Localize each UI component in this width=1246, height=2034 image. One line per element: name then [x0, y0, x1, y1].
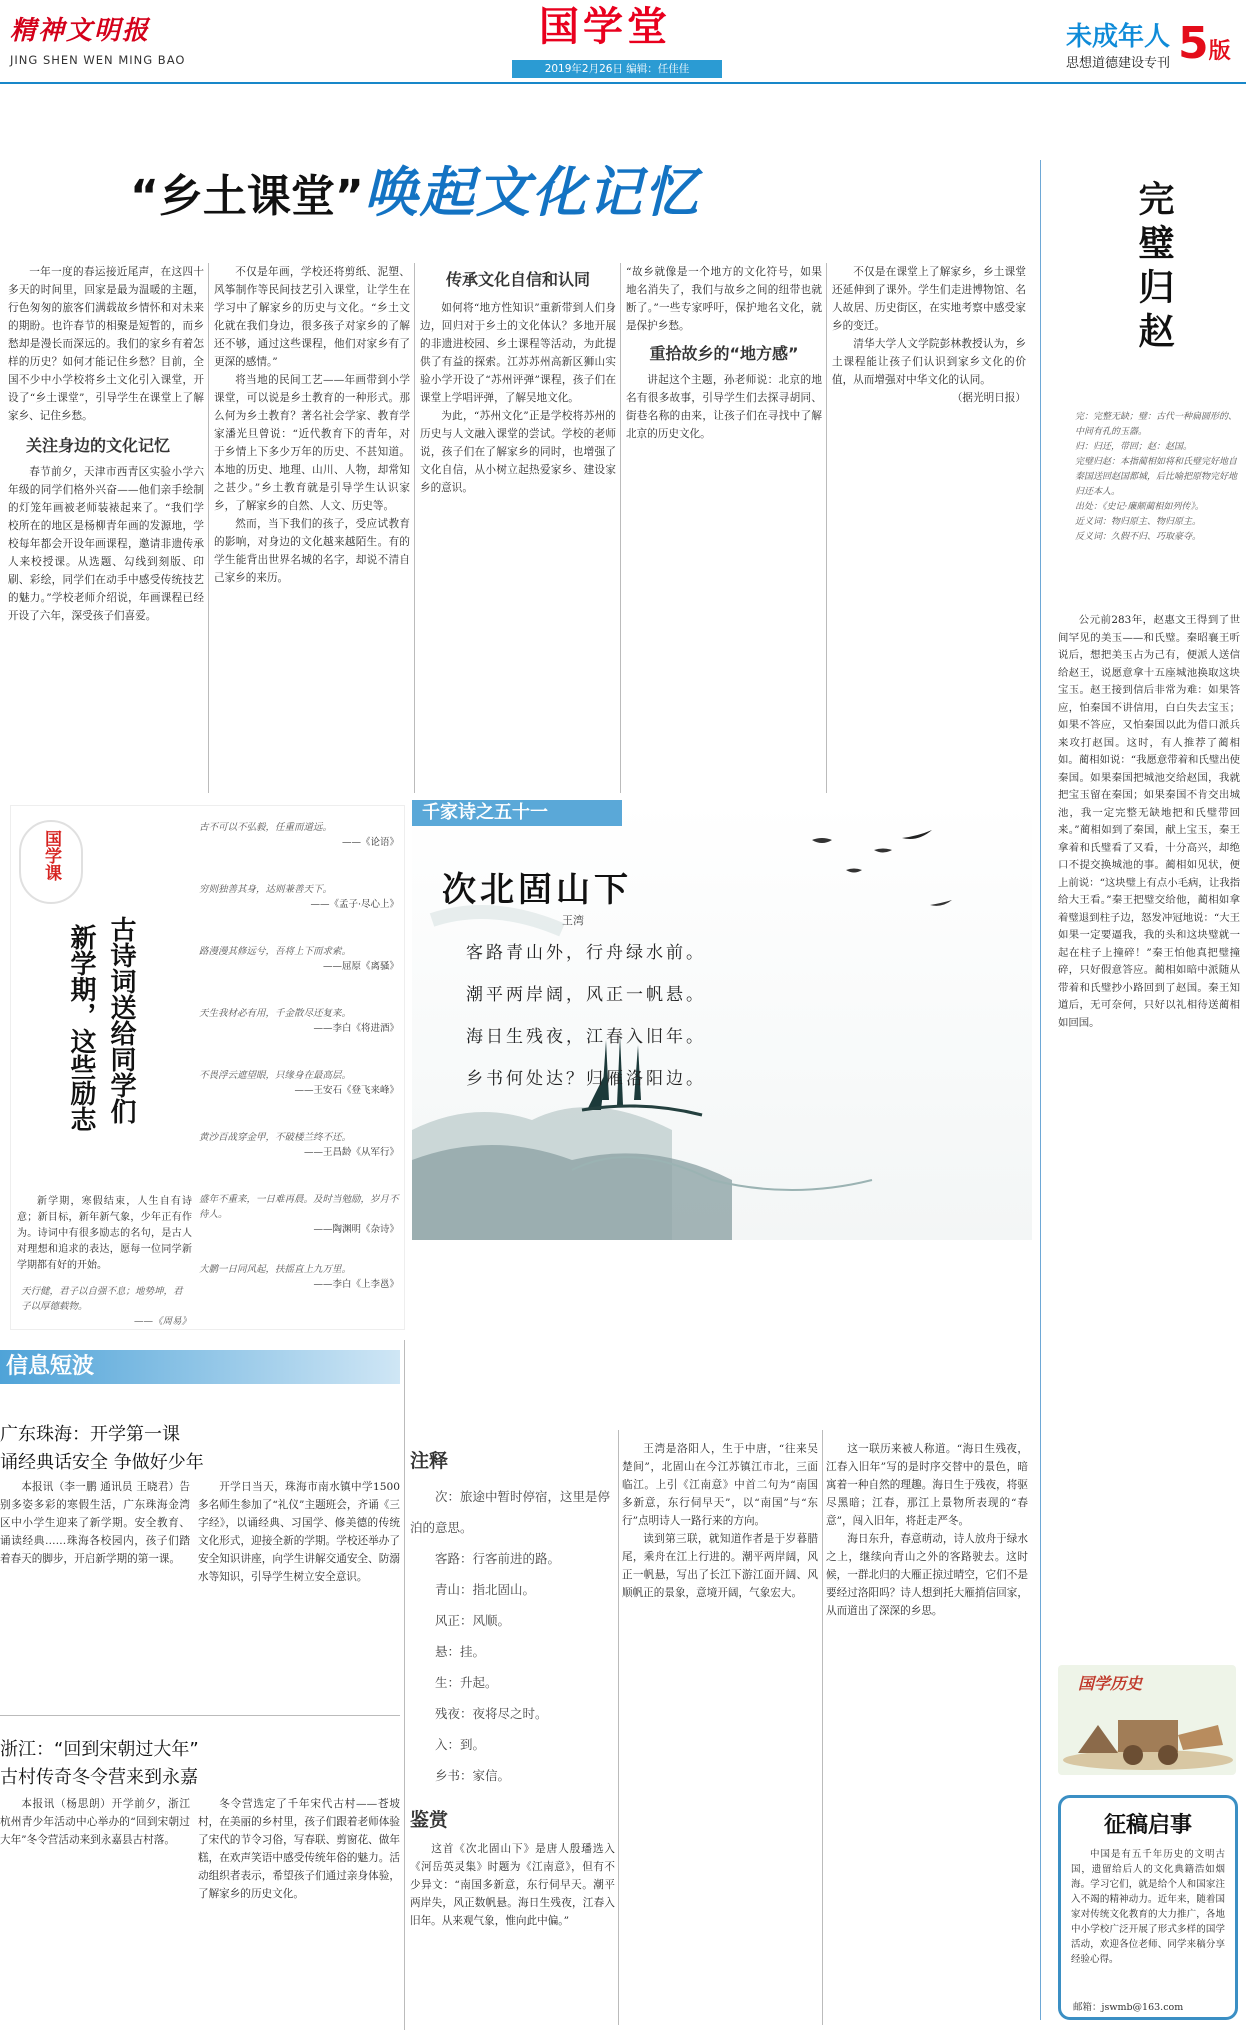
news-bar-title: 信息短波 — [6, 1354, 95, 1379]
poem-panel — [412, 800, 1032, 1240]
appreciation-col3 — [826, 1440, 1028, 2025]
notice-paragraph: 中国是有五千年历史的文明古国，遗留给后人的文化典籍浩如烟海。学习它们，就是给个人和国家注入不竭的精神动力。近年来，随着国家对传统文化教育的大力推广，各地中小学校广泛开展了形式多样的国学活动，欢迎各位老师、同学来稿分享经验心得。 — [1071, 1849, 1225, 1965]
article-paragraph: 不仅是在课堂上了解家乡，乡土课堂还延伸到了课外。学生们走进博物馆、名人故居、历史街区，在实地考察中感受家乡的变迁。 — [832, 266, 1026, 332]
article-subhead-3: 重拾故乡的“地方感” — [649, 344, 799, 363]
note-item: 次：旅途中暂时停宿，这里是停泊的意思。 — [410, 1489, 611, 1535]
guoxue-intro-text: 新学期，寒假结束，人生自有诗意；新目标，新年新气象，少年正有作为。诗词中有很多励志的名句，是古人对理想和追求的表达，愿每一位同学新学期都有好的开始。 — [17, 1196, 192, 1271]
poem-title: 次北固山下 — [442, 870, 632, 910]
story-note: 反义词：久假不归、巧取豪夺。 — [1075, 532, 1202, 542]
guoxue-box — [10, 805, 405, 1330]
poem-line: 客路青山外，行舟绿水前。 — [466, 943, 706, 963]
masthead-rule — [0, 82, 1246, 84]
quote-text: 古不可以不弘毅，任重而道远。 — [199, 822, 333, 833]
article-lead: 一年一度的春运接近尾声，在这四十多天的时间里，回家是最为温暖的主题，行色匆匆的旅客们满载故乡情怀和对未来的期盼。也许春节的相聚是短暂的，而乡愁却是漫长而深远的。我们的家乡有着怎样的历史？如何才能记住乡愁？目前，全国不少中小学校将乡土文化引入课堂，开设了“乡土课堂”，引导学生在课堂上了解家乡、记住乡愁。 — [8, 266, 204, 422]
note-item: 入：到。 — [435, 1737, 486, 1752]
quote-source: ——李白《上李邕》 — [313, 1279, 399, 1290]
guoxue-badge — [19, 820, 83, 904]
notes-heading: 注释 — [410, 1450, 449, 1472]
guoxue-zhouyi-source: ——《周易》 — [133, 1316, 191, 1327]
guoxue-quote-list — [199, 820, 399, 1324]
news-2-title: 浙江：“回到宋朝过大年” — [0, 1739, 199, 1760]
article-subhead-2: 传承文化自信和认同 — [445, 270, 590, 289]
quote-source: ——陶渊明《杂诗》 — [313, 1224, 399, 1235]
news-1-paragraph: 开学日当天，珠海市南水镇中学1500多名师生参加了“礼仪”主题班会，齐诵《三字经》，以诵经典、习国学、修美德的传统文化形式，迎接全新的学期。学校还举办了安全知识讲座，向学生讲解交通安全、防溺水等知识，引导学生树立安全意识。 — [198, 1481, 400, 1583]
poem-author: 王湾 — [562, 914, 584, 927]
note-item: 青山：指北固山。 — [435, 1582, 536, 1597]
quote-source: ——《孟子·尽心上》 — [310, 899, 399, 910]
news-2-col2 — [198, 1795, 400, 2025]
quote-source: ——《论语》 — [341, 837, 399, 848]
headline — [130, 150, 890, 230]
guoxue-title-1: 古诗词送给同学们 — [106, 916, 136, 1124]
quote-text: 大鹏一日同风起，扶摇直上九万里。 — [199, 1264, 352, 1275]
appreciation-heading: 鉴赏 — [410, 1809, 449, 1831]
supplement-subtitle: 思想道德建设专刊 — [1065, 56, 1170, 71]
newspaper-logo: 精神文明报 — [10, 16, 151, 46]
news-1-subtitle: 诵经典话安全 争做好少年 — [0, 1452, 204, 1473]
column-divider — [404, 1340, 405, 2030]
article-paragraph: 讲起这个主题，孙老师说：北京的地名有很多故事，引导学生们去探寻胡同、街巷名称的由来，让孩子们在寻找中了解北京的历史文化。 — [626, 374, 822, 440]
quote-source: ——王安石《登飞来峰》 — [294, 1085, 399, 1096]
main-article-col2 — [214, 263, 410, 793]
story-note: 出处：《史记·廉颇蔺相如列传》。 — [1075, 502, 1204, 512]
news-separator — [0, 1715, 400, 1716]
guoxue-intro — [17, 1194, 192, 1278]
news-item-2 — [0, 1735, 400, 1789]
poem-lines — [466, 932, 706, 1100]
guoxue-quote-item — [199, 1006, 399, 1068]
guoxue-quote-item — [199, 882, 399, 944]
appreciation-paragraph: 王湾是洛阳人，生于中唐，“往来吴楚间”，北固山在今江苏镇江市北，三面临江。上引《江南意》中首二句为“南国多新意，东行伺早天”，以“南国”与“东行”点明诗人一路行来的方向。 — [622, 1443, 818, 1527]
appreciation-col1 — [410, 1840, 615, 2020]
story-title: 完璧归赵 — [1133, 180, 1174, 356]
appreciation-col2 — [622, 1440, 818, 2025]
story-note: 近义词：物归原主、物归原主。 — [1075, 517, 1202, 527]
article-paragraph: “故乡就像是一个地方的文化符号，如果地名消失了，我们与故乡之间的纽带也就断了。”一些专家呼吁，保护地名文化，就是保护乡愁。 — [626, 266, 822, 332]
history-ad-image — [1058, 1665, 1236, 1775]
guoxue-zhouyi — [21, 1284, 191, 1329]
guoxue-quote-item — [199, 1192, 399, 1262]
guoxue-zhouyi-quote: 天行健，君子以自强不息；地势坤，君子以厚德载物。 — [21, 1286, 183, 1312]
appreciation-paragraph: 海日东升，春意萌动，诗人放舟于绿水之上，继续向青山之外的客路驶去。这时候，一群北归的大雁正掠过晴空，它们不是要经过洛阳吗？诗人想到托大雁捎信回家，从而道出了深深的乡思。 — [826, 1533, 1028, 1617]
main-article-col4 — [626, 263, 822, 793]
main-article-col3 — [420, 263, 616, 793]
poem-line: 海日生残夜，江春入旧年。 — [466, 1027, 706, 1047]
notes-column — [410, 1446, 615, 2026]
main-article-col5 — [832, 263, 1026, 793]
quote-text: 盛年不重来，一日难再晨。及时当勉励，岁月不待人。 — [199, 1194, 399, 1220]
article-paragraph: 将当地的民间工艺——年画带到小学课堂，可以说是乡土教育的一种形式。那么何为乡土教育？著名社会学家、教育学家潘光旦曾说：“近代教育下的青年，对于乡情上下多少万年的历史、不甚知道。本地的历史、地理、山川、人物，却常知之甚少。”乡土教育就是引导学生认识家乡，了解家乡的自然、人文、历史等。 — [214, 374, 410, 512]
headline-part1: “乡土课堂” — [130, 171, 364, 222]
section-title-block — [510, 4, 700, 50]
page-number — [1178, 18, 1231, 69]
poem-line: 潮平两岸阔，风正一帆悬。 — [466, 985, 706, 1005]
supplement-block — [1010, 22, 1170, 71]
guoxue-quote-item — [199, 944, 399, 1006]
quote-text: 不畏浮云遮望眼，只缘身在最高层。 — [199, 1070, 352, 1081]
column-divider — [618, 1430, 619, 2025]
article-paragraph: 然而，当下我们的孩子，受应试教育的影响，对身边的文化越来越陌生。有的学生能背出世界名城的名字，却说不清自己家乡的来历。 — [214, 518, 410, 584]
guoxue-title-2: 新学期，这些励志 — [66, 924, 96, 1132]
date-editor-text: 2019年2月26日 编辑：任佳佳 — [544, 63, 690, 75]
quote-text: 穷则独善其身，达则兼善天下。 — [199, 884, 333, 895]
note-item: 风正：风顺。 — [435, 1613, 511, 1628]
guoxue-quote-item — [199, 1262, 399, 1324]
quote-source: ——李白《将进酒》 — [313, 1023, 399, 1034]
guoxue-quote-item — [199, 1068, 399, 1130]
story-body — [1058, 612, 1240, 1647]
note-item: 客路：行客前进的路。 — [435, 1551, 561, 1566]
note-item: 生：升起。 — [435, 1675, 498, 1690]
guoxue-quote-item — [199, 1130, 399, 1192]
news-bar — [0, 1350, 400, 1384]
section-title: 国学堂 — [539, 4, 671, 50]
page-number-label: 版 — [1208, 39, 1231, 64]
article-source: （据光明日报） — [951, 392, 1026, 404]
quote-text: 天生我材必有用，千金散尽还复来。 — [199, 1008, 352, 1019]
appreciation-paragraph: 这首《次北固山下》是唐人殷璠选入《河岳英灵集》时题为《江南意》，但有不少异文：“南国多新意，东行伺早天。潮平两岸失，风正数帆悬。海日生残夜，江春入旧年。从来观气象，惟向此中偏。” — [410, 1843, 615, 1927]
news-2-paragraph: 冬令营选定了千年宋代古村——苍坡村，在美丽的乡村里，孩子们跟着老师体验了宋代的节令习俗，写春联、剪窗花、做年糕，在欢声笑语中感受传统年俗的魅力。活动组织者表示，希望孩子们通过亲身体验，了解家乡的历史文化。 — [198, 1798, 400, 1900]
masthead-logo-block — [10, 10, 250, 70]
note-item: 残夜：夜将尽之时。 — [435, 1706, 548, 1721]
poem-line: 乡书何处达？归雁洛阳边。 — [466, 1069, 706, 1089]
column-divider — [414, 263, 415, 793]
quote-text: 路漫漫其修远兮，吾将上下而求索。 — [199, 946, 352, 957]
article-paragraph: 春节前夕，天津市西青区实验小学六年级的同学们格外兴奋——他们亲手绘制的灯笼年画被老师装裱起来了。“我们学校所在的地区是杨柳青年画的发源地，学校每年都会开设年画课程，邀请非遗传承人来校授课。从选题、勾线到刻版、印刷、彩绘，同学们在动手中感受传统技艺的魅力。”学校老师介绍说，年画课程已经开设了六年，深受孩子们喜爱。 — [8, 466, 204, 622]
date-editor-bar — [512, 60, 722, 78]
column-divider — [822, 1430, 823, 2025]
poem-series-label: 千家诗之五十一 — [422, 802, 548, 823]
note-item: 悬：挂。 — [435, 1644, 486, 1659]
story-paragraph: 公元前283年，赵惠文王得到了世间罕见的美玉——和氏璧。秦昭襄王听说后，想把美玉占为己有，便派人送信给赵王，说愿意拿十五座城池换取这块宝玉。赵王接到信后非常为难：如果答应，怕秦国不讲信用，白白失去宝玉；如果不答应，又怕秦国以此为借口派兵来攻打赵国。这时，有人推荐了蔺相如。蔺相如说：“我愿意带着和氏璧出使秦国。如果秦国把城池交给赵国，我就把宝玉留在秦国；如果秦国不肯交出城池，我一定完整无缺地把和氏璧带回来。”蔺相如到了秦国，献上宝玉，秦王拿着和氏璧看了又看，十分高兴，却绝口不提交换城池的事。蔺相如见状，便上前说：“这块璧上有点小毛病，让我指给大王看。”秦王把璧交给他，蔺相如拿着璧退到柱子边，怒发冲冠地说：“大王如果一定要逼我，我的头和这块璧就一起在柱子上撞碎！”秦王怕他真把璧撞碎，只好假意答应。蔺相如暗中派随从带着和氏璧抄小路回到了赵国。秦王知道后，无可奈何，只好以礼相待送蔺相如回国。 — [1058, 614, 1240, 1029]
supplement-title: 未成年人 — [1065, 22, 1170, 52]
appreciation-paragraph: 这一联历来被人称道。“海日生残夜，江春入旧年”写的是时序交替中的景色，暗寓着一种自然的理趣。海日生于残夜，将驱尽黑暗；江春，那江上景物所表现的“春意”，闯入旧年，将赶走严冬。 — [826, 1443, 1028, 1527]
call-for-papers-box — [1058, 1795, 1238, 2020]
news-2-paragraph: 本报讯（杨思朗）开学前夕，浙江杭州青少年活动中心举办的“回到宋朝过大年”冬令营活动来到永嘉县古村落。 — [0, 1798, 190, 1846]
story-note: 完：完整无缺；璧：古代一种扁圆形的、中间有孔的玉器。 — [1075, 412, 1238, 437]
news-1-col1 — [0, 1478, 190, 1708]
history-ad-label: 国学历史 — [1078, 1674, 1143, 1693]
quote-text: 黄沙百战穿金甲，不破楼兰终不还。 — [199, 1132, 352, 1143]
main-article-col1 — [8, 263, 204, 793]
article-paragraph: 为此，“苏州文化”正是学校将苏州的历史与人文融入课堂的尝试。学校的老师说，孩子们在了解家乡的同时，也增强了文化自信，从小树立起热爱家乡、建设家乡的意识。 — [420, 410, 616, 494]
news-1-paragraph: 本报讯（李一鹏 通讯员 王晓君）告别多姿多彩的寒假生活，广东珠海金湾区中小学生迎来了新学期。安全教育、诵读经典……珠海各校园内，孩子们踏着春天的脚步，开启新学期的第一课。 — [0, 1481, 190, 1565]
column-divider — [208, 263, 209, 793]
story-note: 归：归还，带回；赵：赵国。 — [1075, 442, 1193, 452]
notes-list — [410, 1481, 615, 1791]
page-number-digit: 5 — [1178, 18, 1209, 69]
note-item: 乡书：家信。 — [435, 1768, 511, 1783]
newspaper-pinyin: JING SHEN WEN MING BAO — [10, 53, 186, 67]
appreciation-paragraph: 读到第三联，就知道作者是于岁暮腊尾，乘舟在江上行进的。潮平两岸阔，风正一帆悬，写出了长江下游江面开阔、风顺帆正的景象，意境开阔，气象宏大。 — [622, 1533, 818, 1599]
story-notes — [1075, 410, 1240, 545]
article-paragraph: 清华大学人文学院彭林教授认为，乡土课程能让孩子们认识到家乡文化的价值，从而增强对中华文化的认同。 — [832, 338, 1026, 386]
news-item-1 — [0, 1420, 400, 1474]
guoxue-badge-label: 国学课 — [41, 830, 61, 881]
column-divider — [620, 263, 621, 793]
notice-title: 征稿启事 — [1103, 1813, 1192, 1838]
news-1-title: 广东珠海：开学第一课 — [0, 1424, 180, 1445]
quote-source: ——王昌龄《从军行》 — [303, 1147, 399, 1158]
right-column-rule — [1040, 160, 1041, 2020]
story-note: 完璧归赵：本指蔺相如将和氏璧完好地自秦国送回赵国都城，后比喻把原物完好地归还本人。 — [1075, 457, 1238, 497]
guoxue-quote-item — [199, 820, 399, 882]
quote-source: ——屈原《离骚》 — [322, 961, 399, 972]
article-paragraph: 如何将“地方性知识”重新带到人们身边，回归对于乡土的文化体认？多地开展的非遗进校园、乡土课程等活动，为此提供了有益的探索。江苏苏州高新区狮山实验小学开设了“苏州评弹”课程，孩子们在课堂上学唱评弹，了解吴地文化。 — [420, 302, 616, 404]
headline-part2: 唤起文化记忆 — [363, 160, 700, 224]
notice-email: 邮箱：jswmb@163.com — [1073, 2002, 1184, 2013]
article-paragraph: 不仅是年画，学校还将剪纸、泥塑、风筝制作等民间技艺引入课堂，让学生在学习中了解家乡的历史与文化。“乡土文化就在我们身边，很多孩子对家乡的了解还不够，通过这些课程，他们对家乡有了更深的感情。” — [214, 266, 410, 368]
news-1-col2 — [198, 1478, 400, 1708]
article-subhead-1: 关注身边的文化记忆 — [26, 436, 171, 455]
notice-body — [1061, 1839, 1235, 1999]
news-2-col1 — [0, 1795, 190, 2025]
column-divider — [826, 263, 827, 793]
news-2-subtitle: 古村传奇冬令营来到永嘉 — [0, 1767, 198, 1788]
